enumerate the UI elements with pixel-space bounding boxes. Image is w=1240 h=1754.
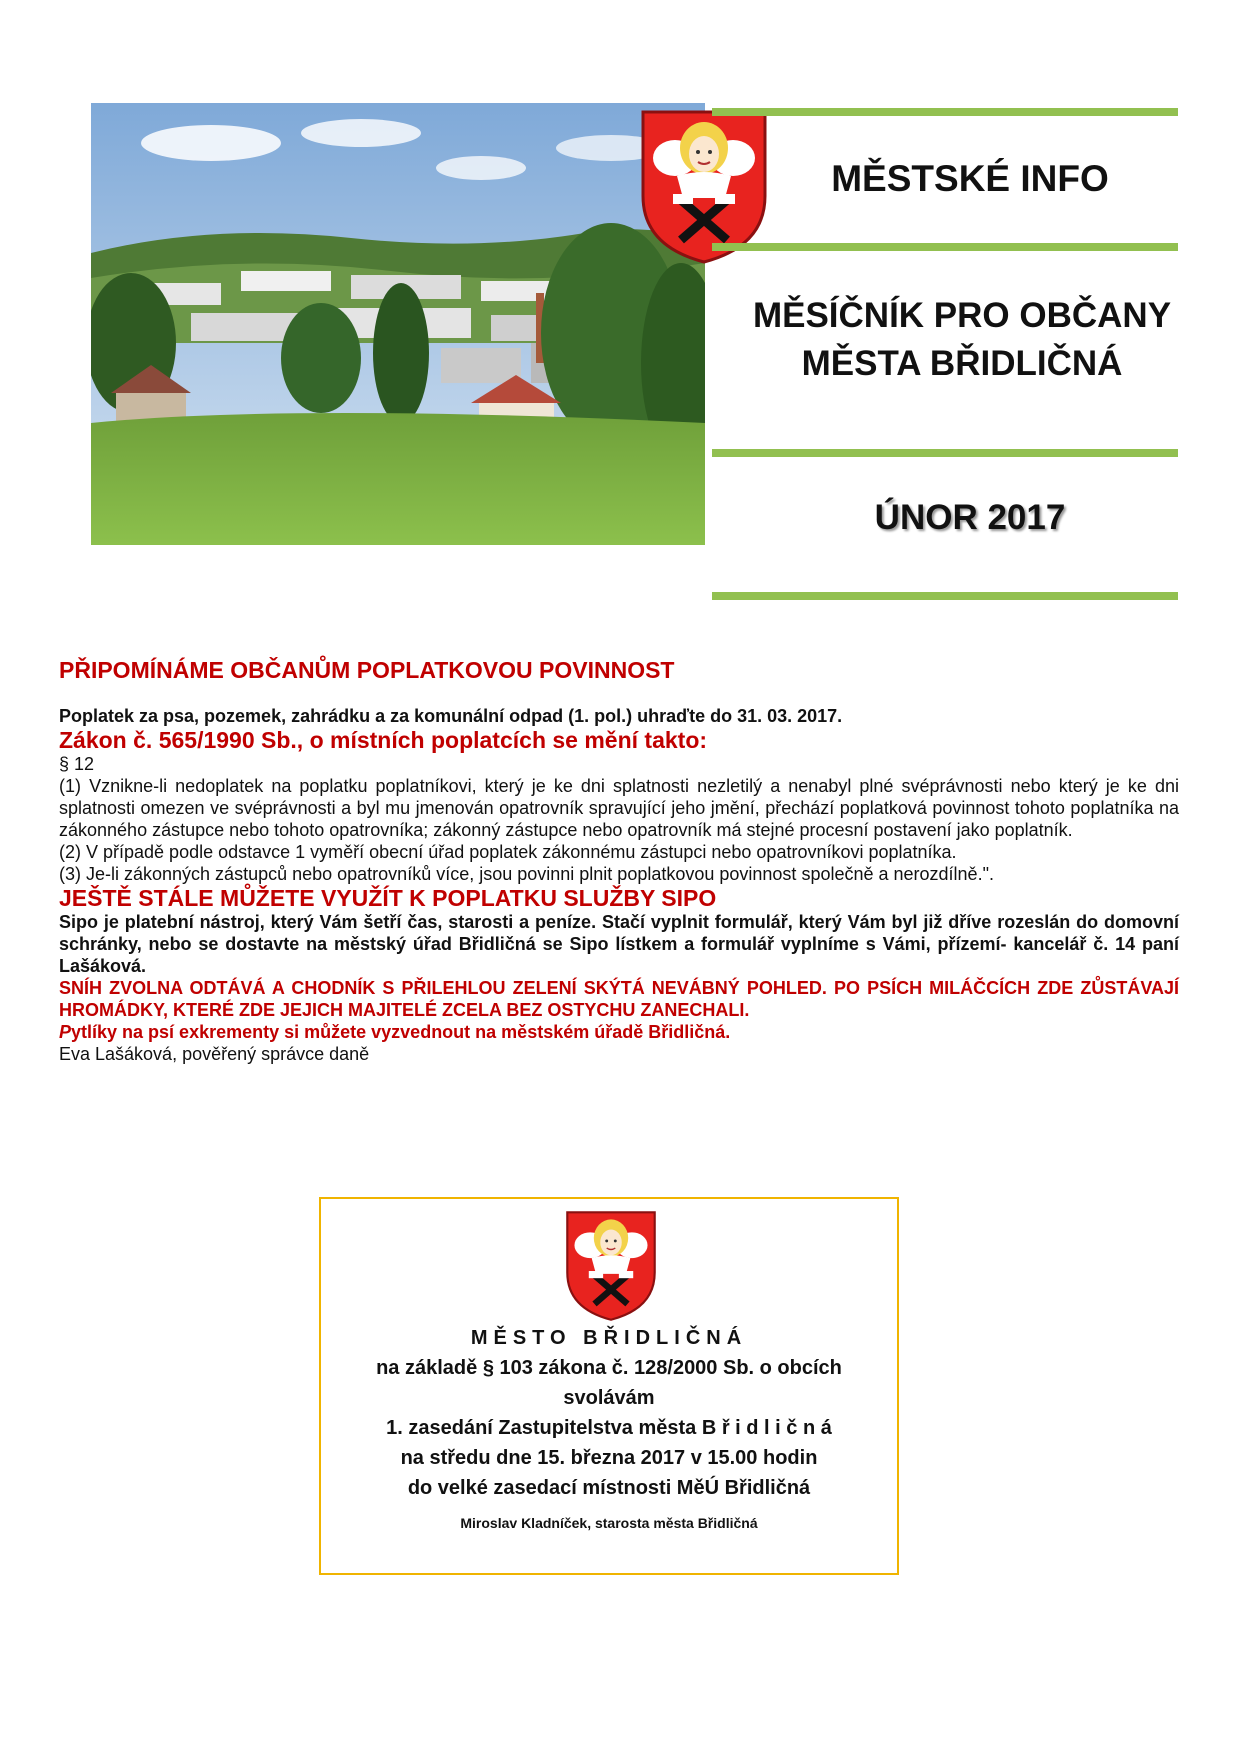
law-paragraph-1: (1) Vznikne-li nedoplatek na poplatku poplatníkovi, který je ke dni splatnosti nezletilý a nenabyl plné svéprávnosti nebo který je ke dni splatnosti omezen ve svéprávnosti a byl mu jmenován opatrovník spravující jeho jmění, přechází poplatková povinnost tohoto poplatníka na zákonného zástupce nebo tohoto opatrovníka; zákonný zástupce nebo opatrovník má stejné procesní postavení jako poplatník. bbox=[59, 776, 1179, 840]
issue-month: ÚNOR 2017 bbox=[874, 498, 1066, 537]
divider-line bbox=[712, 243, 1178, 251]
newsletter-title: MĚSTSKÉ INFO bbox=[831, 158, 1109, 199]
notice-line-2: svolávám bbox=[563, 1387, 655, 1409]
subtitle-line-1: MĚSÍČNÍK PRO OBČANY bbox=[752, 296, 1172, 335]
town-coat-of-arms-icon bbox=[563, 1207, 659, 1325]
subtitle-line-2: MĚSTA BŘIDLIČNÁ bbox=[801, 344, 1123, 383]
sipo-heading: JEŠTĚ STÁLE MŮŽETE VYUŽÍT K POPLATKU SLUŽBY SIPO bbox=[59, 885, 717, 911]
newsletter-subtitle bbox=[712, 292, 1212, 388]
law-heading: Zákon č. 565/1990 Sb., o místních poplatcích se mění takto: bbox=[59, 727, 708, 753]
divider-line bbox=[712, 449, 1178, 457]
law-paragraph-3: (3) Je-li zákonných zástupců nebo opatrovníků více, jsou povinni plnit poplatkovou povinnost společně a nerozdílně.". bbox=[59, 864, 994, 884]
fee-deadline: Poplatek za psa, pozemek, zahrádku a za komunální odpad (1. pol.) uhraďte do 31. 03. 2017. bbox=[59, 706, 843, 726]
dog-bags-first-letter: P bbox=[59, 1022, 72, 1042]
law-paragraph-2: (2) V případě podle odstavce 1 vyměří obecní úřad poplatek zákonnému zástupci nebo opatrovníkovi poplatníka. bbox=[59, 842, 957, 862]
notice-line-5: do velké zasedací místnosti MěÚ Břidličná bbox=[407, 1477, 811, 1499]
notice-line-4: na středu dne 15. března 2017 v 15.00 hodin bbox=[400, 1447, 818, 1469]
snow-warning: SNÍH ZVOLNA ODTÁVÁ A CHODNÍK S PŘILEHLOU ZELENÍ SKÝTÁ NEVÁBNÝ POHLED. PO PSÍCH MILÁČCÍCH ZDE ZŮSTÁVAJÍ HROMÁDKY, KTERÉ ZDE JEJICH MAJITELÉ ZCELA BEZ OSTYCHU ZANECHALI. bbox=[59, 978, 1179, 1020]
fee-reminder-article bbox=[59, 655, 1179, 1065]
dog-bags-note bbox=[59, 1021, 1179, 1043]
notice-line-1: na základě § 103 zákona č. 128/2000 Sb. o obcích bbox=[376, 1357, 842, 1379]
notice-signature: Miroslav Kladníček, starosta města Břidličná bbox=[460, 1515, 758, 1531]
divider-line bbox=[712, 108, 1178, 116]
town-landscape-photo bbox=[91, 103, 705, 545]
sipo-text: Sipo je platební nástroj, který Vám šetří čas, starosti a peníze. Stačí vyplnit formulář, který Vám byl již dříve rozeslán do domovní schránky, nebo se dostavte na městský úřad Břidličná se Sipo lístkem a formulář vyplníme s Vámi, přízemí- kancelář č. 14 paní Lašáková. bbox=[59, 912, 1179, 976]
article-signature: Eva Lašáková, pověřený správce daně bbox=[59, 1044, 370, 1064]
notice-line-3: 1. zasedání Zastupitelstva města B ř i d l i č n á bbox=[386, 1417, 832, 1439]
article-heading: PŘIPOMÍNÁME OBČANŮM POPLATKOVOU POVINNOST bbox=[59, 657, 675, 683]
notice-town: MĚSTO BŘIDLIČNÁ bbox=[470, 1327, 748, 1349]
notice-text bbox=[319, 1323, 899, 1533]
divider-line bbox=[712, 592, 1178, 600]
section-mark: § 12 bbox=[59, 754, 95, 774]
dog-bags-text: ytlíky na psí exkrementy si můžete vyzvednout na městském úřadě Břidličná. bbox=[71, 1022, 731, 1042]
